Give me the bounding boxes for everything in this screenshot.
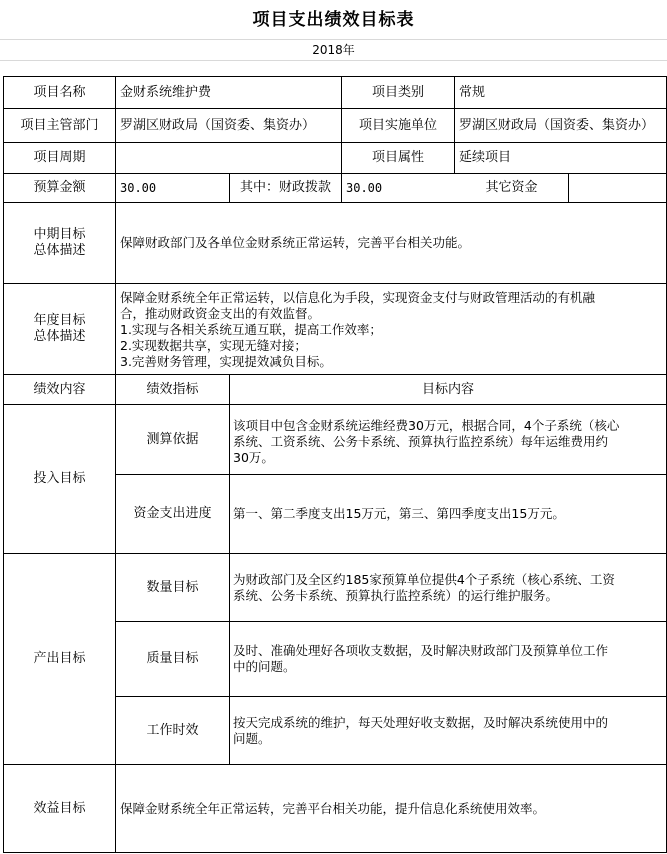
- annual-label-line: 年度目标: [33, 313, 86, 328]
- impl-label: 项目实施单位: [358, 117, 437, 133]
- target-line: 为财政部门及全区约185家预算单位提供4个子系统（核心系统、工资: [233, 571, 615, 587]
- indicator-basis: 测算依据: [146, 431, 199, 447]
- attr-value: 延续项目: [459, 150, 512, 165]
- benefit-text: 保障金财系统全年正常运转，完善平台相关功能，提升信息化系统使用效率。: [120, 800, 546, 816]
- annual-line: 合，推动财政资金支出的有效监督。: [120, 306, 321, 321]
- target-line: 第一、第二季度支出15万元，第三、第四季度支出15万元。: [233, 506, 565, 521]
- target-line: 系统、工资系统、公务卡系统、预算执行监控系统）每年运维费用约: [233, 434, 609, 449]
- budget-label: 预算金额: [33, 180, 86, 195]
- target-basis: [230, 410, 666, 474]
- annual-line: 2.实现数据共享，实现无缝对接；: [120, 338, 307, 353]
- target-timeliness: [230, 697, 666, 764]
- mid-term-text: 保障财政部门及各单位金财系统正常运转，完善平台相关功能。: [120, 235, 471, 250]
- other-funds-label: 其它资金: [485, 180, 538, 195]
- target-line: 问题。: [233, 730, 271, 746]
- year-label: 2018年: [312, 43, 355, 57]
- annual-label-line: 总体描述: [33, 329, 86, 344]
- annual-line: 1.实现与各相关系统互通互联，提高工作效率；: [120, 322, 382, 337]
- impl-value: 罗湖区财政局（国资委、集资办）: [459, 117, 655, 133]
- project-category-value: 常规: [459, 84, 486, 100]
- period-value: [116, 143, 341, 173]
- indicator-timeliness: 工作时效: [146, 722, 199, 738]
- target-quality: [230, 622, 666, 696]
- mid-term-label-line: 总体描述: [33, 243, 86, 258]
- indicator-progress: 资金支出进度: [133, 506, 212, 521]
- fiscal-value: 30.00: [346, 181, 383, 195]
- period-label: 项目周期: [33, 150, 86, 165]
- target-progress: [230, 475, 666, 553]
- annual-label: [4, 284, 115, 374]
- table-border-bottom: [3, 852, 667, 853]
- annual-text: [116, 287, 666, 373]
- project-name-label: 项目名称: [33, 84, 86, 100]
- target-quantity: [230, 554, 666, 621]
- project-category-label: 项目类别: [371, 84, 424, 100]
- target-line: 按天完成系统的维护，每天处理好收支数据，及时解决系统使用中的: [233, 714, 609, 730]
- dept-label: 项目主管部门: [20, 117, 99, 133]
- dept-value: 罗湖区财政局（国资委、集资办）: [120, 117, 316, 133]
- input-section-label: 投入目标: [33, 471, 86, 486]
- other-funds-value: [569, 174, 666, 202]
- fiscal-label: 其中：财政拨款: [239, 180, 331, 195]
- benefit-label: 效益目标: [33, 800, 86, 816]
- header-content: 绩效内容: [33, 381, 86, 397]
- budget-value: 30.00: [120, 181, 157, 195]
- indicator-quantity: 数量目标: [146, 579, 199, 595]
- attr-label: 项目属性: [371, 150, 424, 165]
- indicator-quality: 质量目标: [146, 651, 199, 666]
- target-line: 中的问题。: [233, 659, 296, 674]
- project-name-value: 金财系统维护费: [120, 84, 212, 100]
- mid-term-label: [4, 203, 115, 283]
- target-line: 系统、公务卡系统、预算执行监控系统）的运行维护服务。: [233, 587, 559, 603]
- target-line: 及时、准确处理好各项收支数据，及时解决财政部门及预算单位工作: [233, 643, 609, 658]
- target-line: 30万。: [233, 450, 274, 465]
- output-section-label: 产出目标: [33, 651, 86, 666]
- annual-line: 3.完善财务管理，实现提效减负目标。: [120, 354, 332, 369]
- target-line: 该项目中包含金财系统运维经费30万元，根据合同，4个子系统（核心: [233, 418, 620, 433]
- mid-term-label-line: 中期目标: [33, 227, 86, 242]
- header-target: 目标内容: [421, 381, 474, 397]
- page-title: 项目支出绩效目标表: [252, 10, 415, 30]
- header-indicator: 绩效指标: [146, 381, 199, 397]
- annual-line: 保障金财系统全年正常运转，以信息化为手段，实现资金支付与财政管理活动的有机融: [120, 290, 596, 305]
